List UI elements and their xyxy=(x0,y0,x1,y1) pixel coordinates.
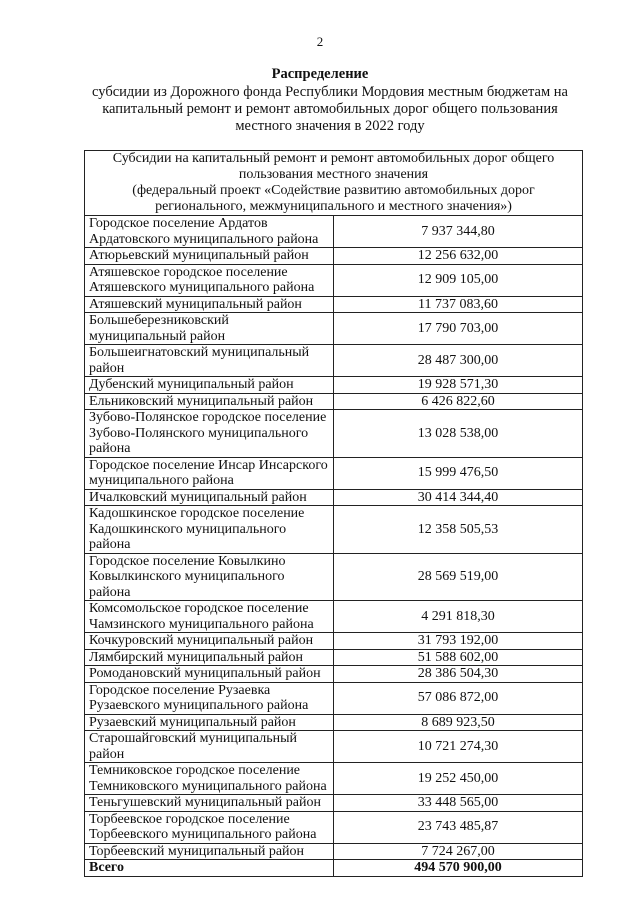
table-row xyxy=(85,457,583,489)
header-line: регионального, межмуниципального и местного значения») xyxy=(155,199,512,214)
table-row xyxy=(85,731,583,763)
subsidy-amount: 17 790 703,00 xyxy=(334,313,583,345)
municipality-name: Торбеевское городское поселение Торбеевского муниципального района xyxy=(85,811,334,843)
subsidy-amount: 28 487 300,00 xyxy=(334,345,583,377)
subsidy-amount: 19 928 571,30 xyxy=(334,377,583,394)
subtitle-line: субсидии из Дорожного фонда Республики Мордовия местным бюджетам на xyxy=(92,84,568,100)
subsidy-amount: 30 414 344,40 xyxy=(334,489,583,506)
subsidy-amount: 12 358 505,53 xyxy=(334,506,583,554)
table-row xyxy=(85,649,583,666)
total-row xyxy=(85,860,583,877)
subtitle-line: местного значения в 2022 году xyxy=(235,118,425,134)
subsidy-amount: 51 588 602,00 xyxy=(334,649,583,666)
municipality-name: Темниковское городское поселение Темниковского муниципального района xyxy=(85,763,334,795)
table-header xyxy=(85,151,583,216)
table-row xyxy=(85,216,583,248)
subsidy-amount: 12 256 632,00 xyxy=(334,248,583,265)
table-row xyxy=(85,345,583,377)
table-row xyxy=(85,393,583,410)
subtitle-line: капитальный ремонт и ремонт автомобильных дорог общего пользования xyxy=(102,101,558,117)
subsidy-amount: 11 737 083,60 xyxy=(334,296,583,313)
municipality-name: Лямбирский муниципальный район xyxy=(85,649,334,666)
subsidy-amount: 8 689 923,50 xyxy=(334,714,583,731)
municipality-name: Ельниковский муниципальный район xyxy=(85,393,334,410)
municipality-name: Атюрьевский муниципальный район xyxy=(85,248,334,265)
municipality-name: Атяшевский муниципальный район xyxy=(85,296,334,313)
subsidy-amount: 19 252 450,00 xyxy=(334,763,583,795)
municipality-name: Старошайговский муниципальный район xyxy=(85,731,334,763)
total-amount: 494 570 900,00 xyxy=(334,860,583,877)
municipality-name: Торбеевский муниципальный район xyxy=(85,843,334,860)
municipality-name: Городское поселение Ардатов Ардатовского муниципального района xyxy=(85,216,334,248)
table-row xyxy=(85,843,583,860)
subsidy-amount: 4 291 818,30 xyxy=(334,601,583,633)
table-row xyxy=(85,811,583,843)
municipality-name: Кочкуровский муниципальный район xyxy=(85,633,334,650)
table-row xyxy=(85,633,583,650)
table-row xyxy=(85,489,583,506)
total-label: Всего xyxy=(85,860,334,877)
municipality-name: Ичалковский муниципальный район xyxy=(85,489,334,506)
municipality-name: Городское поселение Рузаевка Рузаевского муниципального района xyxy=(85,682,334,714)
municipality-name: Зубово-Полянское городское поселение Зубово-Полянского муниципального района xyxy=(85,410,334,458)
table-row xyxy=(85,248,583,265)
table-row xyxy=(85,410,583,458)
subsidy-amount: 31 793 192,00 xyxy=(334,633,583,650)
header-line: Субсидии на капитальный ремонт и ремонт автомобильных дорог общего xyxy=(112,151,555,166)
header-line: (федеральный проект «Содействие развитию автомобильных дорог xyxy=(132,183,535,198)
subsidy-amount: 6 426 822,60 xyxy=(334,393,583,410)
subsidy-amount: 28 386 504,30 xyxy=(334,666,583,683)
subsidy-amount: 57 086 872,00 xyxy=(334,682,583,714)
municipality-name: Теньгушевский муниципальный район xyxy=(85,795,334,812)
subsidy-amount: 12 909 105,00 xyxy=(334,264,583,296)
table-row xyxy=(85,666,583,683)
table-row xyxy=(85,506,583,554)
subsidy-amount: 33 448 565,00 xyxy=(334,795,583,812)
table-row xyxy=(85,763,583,795)
distribution-table xyxy=(84,150,583,877)
municipality-name: Дубенский муниципальный район xyxy=(85,377,334,394)
municipality-name: Городское поселение Инсар Инсарского муниципального района xyxy=(85,457,334,489)
table-header-row xyxy=(85,151,583,216)
table-row xyxy=(85,682,583,714)
municipality-name: Большеигнатовский муниципальный район xyxy=(85,345,334,377)
subsidy-amount: 7 724 267,00 xyxy=(334,843,583,860)
table-row xyxy=(85,377,583,394)
document-subtitle xyxy=(60,84,600,135)
municipality-name: Атяшевское городское поселение Атяшевского муниципального района xyxy=(85,264,334,296)
subsidy-amount: 7 937 344,80 xyxy=(334,216,583,248)
page-number: 2 xyxy=(316,34,324,49)
subsidy-amount: 15 999 476,50 xyxy=(334,457,583,489)
table-row xyxy=(85,296,583,313)
municipality-name: Комсомольское городское поселение Чамзинского муниципального района xyxy=(85,601,334,633)
table-row xyxy=(85,313,583,345)
municipality-name: Ромодановский муниципальный район xyxy=(85,666,334,683)
municipality-name: Городское поселение Ковылкино Ковылкинского муниципального района xyxy=(85,553,334,601)
table-row xyxy=(85,795,583,812)
table-row xyxy=(85,264,583,296)
municipality-name: Кадошкинское городское поселение Кадошкинского муниципального района xyxy=(85,506,334,554)
subsidy-amount: 13 028 538,00 xyxy=(334,410,583,458)
subsidy-amount: 23 743 485,87 xyxy=(334,811,583,843)
table-row xyxy=(85,714,583,731)
header-line: пользования местного значения xyxy=(238,167,429,182)
table-row xyxy=(85,553,583,601)
table-row xyxy=(85,601,583,633)
document-title: Распределение xyxy=(271,66,369,82)
municipality-name: Большеберезниковский муниципальный район xyxy=(85,313,334,345)
municipality-name: Рузаевский муниципальный район xyxy=(85,714,334,731)
subsidy-amount: 10 721 274,30 xyxy=(334,731,583,763)
subsidy-amount: 28 569 519,00 xyxy=(334,553,583,601)
